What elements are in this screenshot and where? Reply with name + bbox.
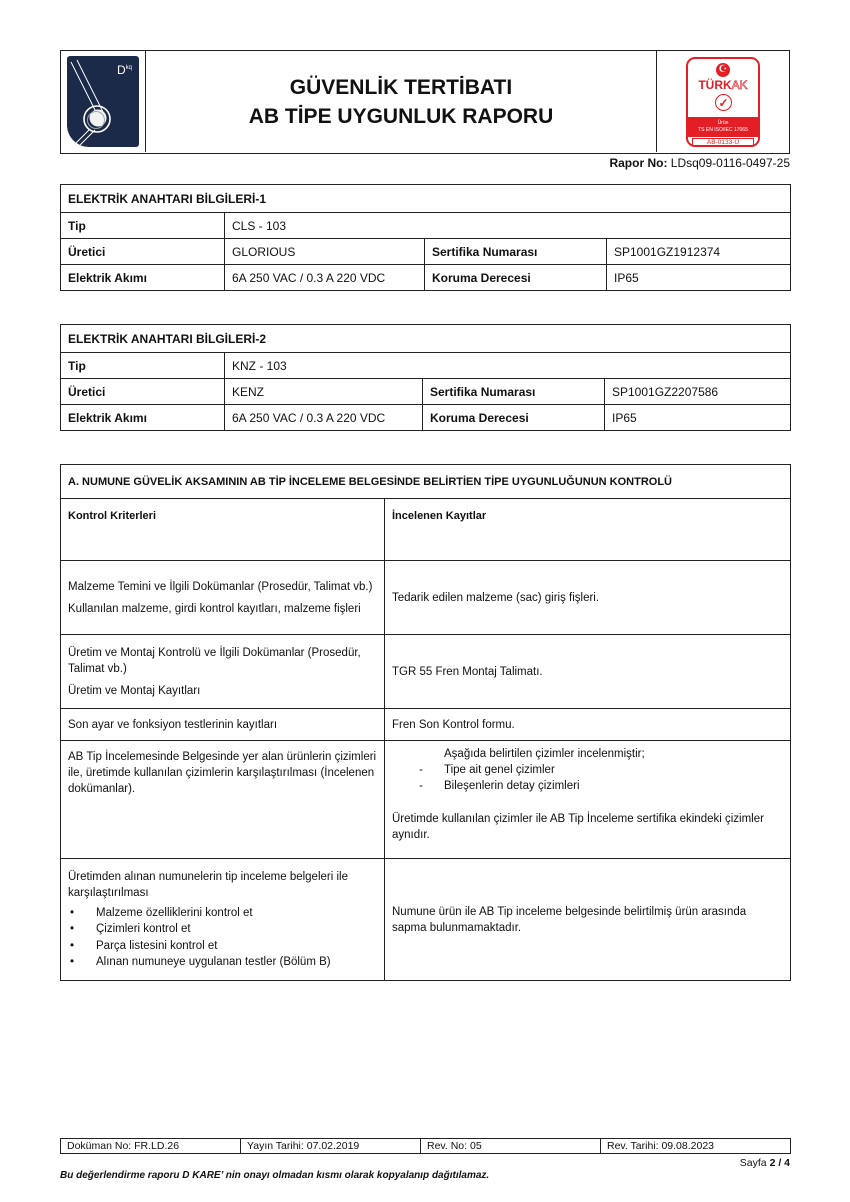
table-row — [61, 741, 791, 859]
record-cell: Fren Son Kontrol formu. — [385, 709, 791, 741]
record-cell: TGR 55 Fren Montaj Talimatı. — [385, 635, 791, 709]
criteria-cell — [61, 635, 385, 709]
criteria-list — [68, 905, 377, 971]
title-line-1: GÜVENLİK TERTİBATI — [289, 76, 513, 99]
current-label: Elektrik Akımı — [61, 405, 225, 431]
protection-value: IP65 — [605, 405, 791, 431]
revision-number: Rev. No: 05 — [421, 1139, 601, 1154]
record-list-item — [392, 778, 783, 794]
criteria-cell: Son ayar ve fonksiyon testlerinin kayıtları — [61, 709, 385, 741]
logo-cell — [61, 51, 146, 152]
tip-label: Tip — [61, 213, 225, 239]
section-a-heading: A. NUMUNE GÜVELİK AKSAMININ AB TİP İNCELEME BELGESİNDE BELİRTİEN TİPE UYGUNLUĞUNUN KONTROLÜ — [61, 465, 791, 499]
logo-superscript: kq — [125, 65, 132, 71]
record-list-item — [392, 762, 783, 778]
certificate-label: Sertifika Numarası — [423, 379, 605, 405]
record-item-text: Tipe ait genel çizimler — [444, 764, 555, 776]
criteria-cell: AB Tip İncelemesinde Belgesinde yer alan ürünlerin çizimleri ile, üretimde kullanılan çizimlerin karşılaştırılması (İncelenen dokümanlar). — [61, 741, 385, 859]
tip-value: CLS - 103 — [225, 213, 791, 239]
criteria-cell — [61, 561, 385, 635]
document-number: Doküman No: FR.LD.26 — [61, 1139, 241, 1154]
record-cell — [385, 741, 791, 859]
criteria-text: Malzeme Temini ve İlgili Dokümanlar (Prosedür, Talimat vb.) — [68, 580, 373, 593]
criteria-text: Üretim ve Montaj Kontrolü ve İlgili Dokümanlar (Prosedür, Talimat vb.) — [68, 646, 361, 675]
criteria-text: Üretimden alınan numunelerin tip inceleme belgeleri ile karşılaştırılması — [68, 870, 348, 899]
table-row — [61, 265, 791, 291]
tip-label: Tip — [61, 353, 225, 379]
dash-bullet-icon: - — [419, 780, 423, 792]
dash-bullet-icon: - — [419, 764, 423, 776]
turkak-brand — [688, 78, 758, 92]
report-number-label: Rapor No: — [609, 156, 668, 170]
accreditation-scope — [687, 117, 759, 137]
scope-line-2: TS EN ISO/IEC 17065 — [698, 127, 748, 133]
revision-date: Rev. Tarihi: 09.08.2023 — [601, 1139, 791, 1154]
table-row — [61, 635, 791, 709]
table-row — [61, 561, 791, 635]
record-item-text: Bileşenlerin detay çizimleri — [444, 780, 580, 792]
section-a-table — [60, 464, 791, 981]
accreditation-cell — [656, 51, 789, 152]
switch-info-table-1 — [60, 184, 791, 291]
current-value: 6A 250 VAC / 0.3 A 220 VDC — [225, 405, 423, 431]
report-number-value: LDsq09-0116-0497-25 — [670, 156, 790, 170]
certificate-label: Sertifika Numarası — [425, 239, 607, 265]
manufacturer-label: Üretici — [61, 239, 225, 265]
table-row — [61, 213, 791, 239]
current-label: Elektrik Akımı — [61, 265, 225, 291]
manufacturer-label: Üretici — [61, 379, 225, 405]
page-indicator — [740, 1157, 790, 1169]
protection-label: Koruma Derecesi — [423, 405, 605, 431]
switch-info-table-2 — [60, 324, 791, 431]
record-cell: Numune ürün ile AB Tip inceleme belgesinde belirtilmiş ürün arasında sapma bulunmamaktadır. — [385, 859, 791, 981]
table-row — [61, 239, 791, 265]
column-header-criteria: Kontrol Kriterleri — [61, 499, 385, 561]
accreditation-code: AB-0133-Ü — [692, 138, 754, 146]
record-cell: Tedarik edilen malzeme (sac) giriş fişleri. — [385, 561, 791, 635]
turkak-badge — [686, 57, 760, 147]
manufacturer-value: KENZ — [225, 379, 423, 405]
checkmark-icon: ✓ — [715, 94, 732, 111]
manufacturer-value: GLORIOUS — [225, 239, 425, 265]
brand-part-2: AK — [731, 78, 748, 92]
criteria-subtext: Üretim ve Montaj Kayıtları — [68, 684, 201, 697]
switch2-heading: ELEKTRİK ANAHTARI BİLGİLERİ-2 — [61, 325, 791, 353]
tip-value: KNZ - 103 — [225, 353, 791, 379]
table-row — [61, 709, 791, 741]
table-row — [61, 379, 791, 405]
criteria-cell — [61, 859, 385, 981]
protection-label: Koruma Derecesi — [425, 265, 607, 291]
page-title — [145, 73, 657, 131]
record-intro: Aşağıda belirtilen çizimler incelenmiştir; — [444, 748, 645, 760]
company-logo — [67, 56, 139, 147]
logo-text — [117, 63, 132, 77]
publish-date: Yayın Tarihi: 07.02.2019 — [241, 1139, 421, 1154]
disclaimer-text: Bu değerlendirme raporu D KARE’ nin onayı olmadan kısmı olarak kopyalanıp dağıtılamaz. — [60, 1170, 490, 1181]
criteria-list-item: • Çizimleri kontrol et — [68, 921, 377, 938]
document-footer-table — [60, 1138, 791, 1154]
table-row — [61, 405, 791, 431]
title-line-2: AB TİPE UYGUNLUK RAPORU — [248, 105, 554, 128]
criteria-list-item: • Alınan numuneye uygulanan testler (Bölüm B) — [68, 954, 377, 971]
column-header-records: İncelenen Kayıtlar — [385, 499, 791, 561]
report-number — [609, 156, 790, 170]
page-value: 2 / 4 — [769, 1157, 790, 1169]
certificate-value: SP1001GZ1912374 — [607, 239, 791, 265]
logo-letter: D — [116, 63, 126, 77]
criteria-list-item: • Parça listesini kontrol et — [68, 938, 377, 955]
criteria-list-item: • Malzeme özelliklerini kontrol et — [68, 905, 377, 922]
current-value: 6A 250 VAC / 0.3 A 220 VDC — [225, 265, 425, 291]
document-header — [60, 50, 790, 154]
scope-line-1: Ürün — [717, 120, 729, 126]
record-conclusion: Üretimde kullanılan çizimler ile AB Tip İnceleme sertifika ekindeki çizimler aynıdır. — [392, 813, 764, 841]
table-row — [61, 859, 791, 981]
switch1-heading: ELEKTRİK ANAHTARI BİLGİLERİ-1 — [61, 185, 791, 213]
page-label: Sayfa — [739, 1157, 767, 1169]
table-row — [61, 353, 791, 379]
brand-part-1: TÜRK — [698, 78, 732, 92]
criteria-subtext: Kullanılan malzeme, girdi kontrol kayıtları, malzeme fişleri — [68, 602, 361, 615]
certificate-value: SP1001GZ2207586 — [605, 379, 791, 405]
crescent-star-icon: ☪ — [716, 63, 730, 77]
protection-value: IP65 — [607, 265, 791, 291]
